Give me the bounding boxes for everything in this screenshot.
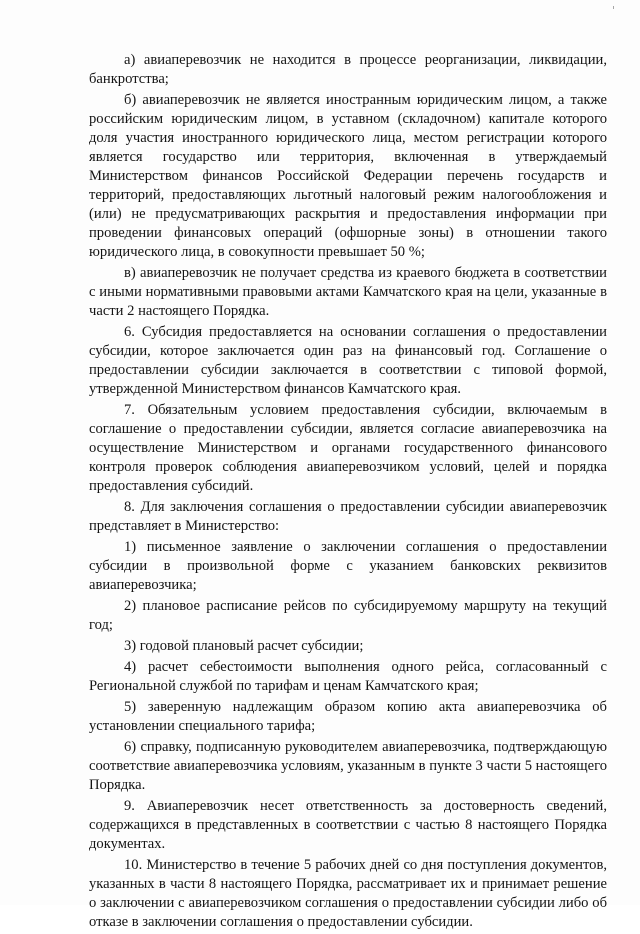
paragraph-9: 9. Авиаперевозчик несет ответственность за достоверность сведений, содержащихся в представленных в соответствии с частью 8 настоящего Порядка документах.: [89, 798, 607, 852]
list-item-3: 3) годовой плановый расчет субсидии;: [124, 638, 364, 654]
paragraph-v: в) авиаперевозчик не получает средства из краевого бюджета в соответствии с иными нормативными правовыми актами Камчатского края на цели, указанные в части 2 настоящего Порядка.: [89, 265, 607, 319]
paragraph-10: 10. Министерство в течение 5 рабочих дней со дня поступления документов, указанных в части 8 настоящего Порядка, рассматривает их и принимает решение о заключении с авиаперевозчиком соглашения о предоставлении субсидии либо об отказе в заключении соглашения о предоставлении субсидии.: [89, 857, 607, 930]
paragraph-8: 8. Для заключения соглашения о предоставлении субсидии авиаперевозчик представляет в Министерство:: [89, 499, 607, 534]
list-item-2: 2) плановое расписание рейсов по субсидируемому маршруту на текущий год;: [89, 598, 607, 633]
paragraph-a: а) авиаперевозчик не находится в процессе реорганизации, ликвидации, банкротства;: [89, 52, 607, 87]
paragraph-6: 6. Субсидия предоставляется на основании соглашения о предоставлении субсидии, которое заключается один раз на финансовый год. Соглашение о предоставлении субсидии заключается в соответствии с типовой формой, утвержденной Министерством финансов Камчатского края.: [89, 324, 607, 397]
list-item-4: 4) расчет себестоимости выполнения одного рейса, согласованный с Региональной службой по тарифам и ценам Камчатского края;: [89, 659, 607, 694]
paragraph-7: 7. Обязательным условием предоставления субсидии, включаемым в соглашение о предоставлении субсидии, является согласие авиаперевозчика на осуществление Министерством и органами государственного финансового контроля проверок соблюдения авиаперевозчиком условий, целей и порядка предоставления субсидий.: [89, 402, 607, 494]
paragraph-b: б) авиаперевозчик не является иностранным юридическим лицом, а также российским юридическим лицом, в уставном (складочном) капитале которого доля участия иностранного юридического лица, местом регистрации которого является государство или территория, включенная в утверждаемый Министерством финансов Российской Федерации перечень государств и территорий, предоставляющих льготный налоговый режим налогообложения и (или) не предусматривающих раскрытия и предоставления информации при проведении финансовых операций (офшорные зоны) в отношении такого юридического лица, в совокупности превышает 50 %;: [89, 92, 607, 260]
list-item-5: 5) заверенную надлежащим образом копию акта авиаперевозчика об установлении специального тарифа;: [89, 699, 607, 734]
list-item-1: 1) письменное заявление о заключении соглашения о предоставлении субсидии в произвольной форме с указанием банковских реквизитов авиаперевозчика;: [89, 539, 607, 593]
list-item-6: 6) справку, подписанную руководителем авиаперевозчика, подтверждающую соответствие авиаперевозчика условиям, указанным в пункте 3 части 5 настоящего Порядка.: [89, 739, 607, 793]
scan-corner-mark: ': [612, 4, 616, 17]
document-body: [89, 51, 607, 934]
